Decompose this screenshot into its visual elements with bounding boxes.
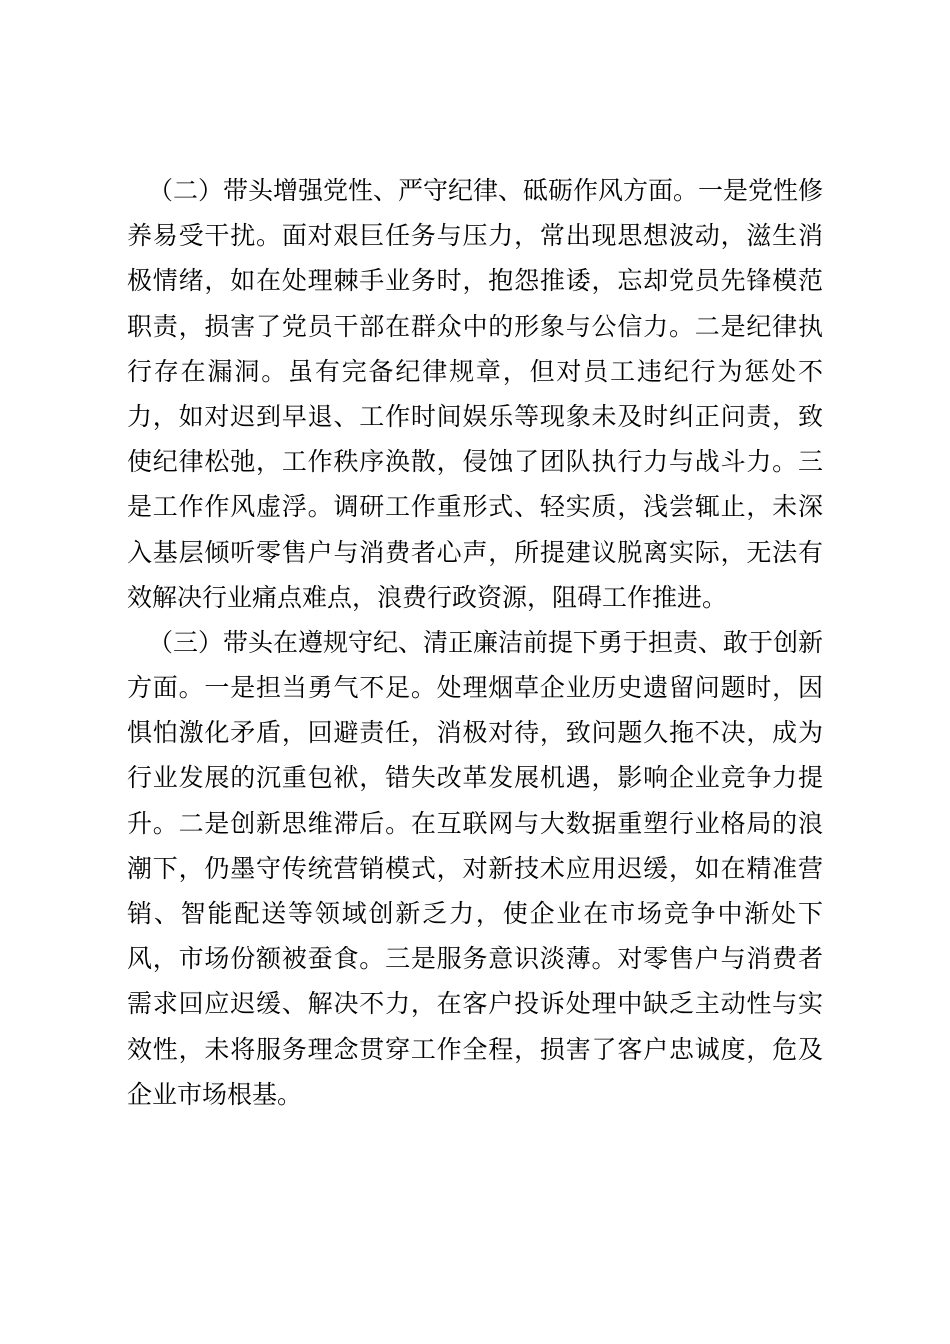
text-line: 职责，损害了党员干部在群众中的形象与公信力。二是纪律执 [127, 311, 823, 341]
text-line: 升。二是创新思维滞后。在互联网与大数据重塑行业格局的浪 [127, 808, 823, 838]
text-line: 效性，未将服务理念贯穿工作全程，损害了客户忠诚度，危及 [127, 1034, 823, 1064]
paragraph-3 [127, 620, 823, 1117]
text-line: 风，市场份额被蚕食。三是服务意识淡薄。对零售户与消费者 [127, 944, 823, 974]
text-line: （三）带头在遵规守纪、清正廉洁前提下勇于担责、敢于创新 [148, 627, 824, 657]
text-line: 使纪律松弛，工作秩序涣散，侵蚀了团队执行力与战斗力。三 [127, 447, 823, 477]
text-line: 入基层倾听零售户与消费者心声，所提建议脱离实际，无法有 [127, 537, 823, 567]
text-line: 行业发展的沉重包袱，错失改革发展机遇，影响企业竞争力提 [127, 763, 823, 793]
text-line: 是工作作风虚浮。调研工作重形式、轻实质，浅尝辄止，未深 [127, 492, 823, 522]
text-line: 方面。一是担当勇气不足。处理烟草企业历史遗留问题时，因 [127, 673, 823, 703]
text-line: 效解决行业痛点难点，浪费行政资源，阻碍工作推进。 [127, 582, 728, 612]
text-line: 销、智能配送等领域创新乏力，使企业在市场竞争中渐处下 [127, 899, 823, 928]
text-line: 惧怕激化矛盾，回避责任，消极对待，致问题久拖不决，成为 [127, 718, 823, 748]
text-line: 潮下，仍墨守传统营销模式，对新技术应用迟缓，如在精准营 [127, 853, 823, 883]
text-line: 极情绪，如在处理棘手业务时，抱怨推诿，忘却党员先锋模范 [127, 266, 823, 296]
text-line: 行存在漏洞。虽有完备纪律规章，但对员工违纪行为惩处不 [127, 356, 823, 386]
text-line: （二）带头增强党性、严守纪律、砥砺作风方面。一是党性修 [148, 176, 824, 205]
text-line: 力，如对迟到早退、工作时间娱乐等现象未及时纠正问责，致 [127, 401, 823, 431]
text-line: 企业市场根基。 [127, 1079, 303, 1109]
document-body [127, 168, 823, 1117]
text-line: 养易受干扰。面对艰巨任务与压力，常出现思想波动，滋生消 [127, 221, 823, 251]
paragraph-2 [127, 168, 823, 620]
text-line: 需求回应迟缓、解决不力，在客户投诉处理中缺乏主动性与实 [127, 989, 823, 1019]
